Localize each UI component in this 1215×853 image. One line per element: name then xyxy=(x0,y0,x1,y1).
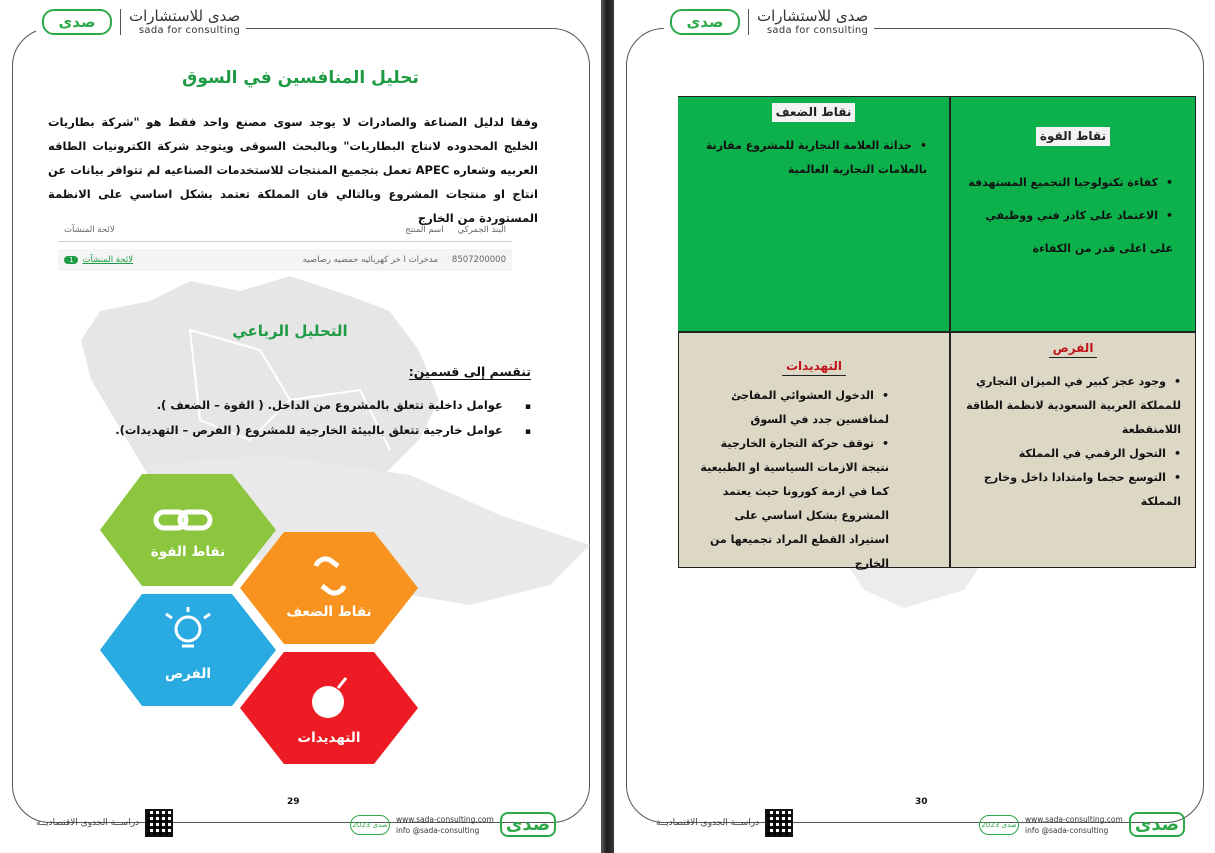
divides-heading: تنقسم إلى قسمين: xyxy=(408,364,531,379)
table-row xyxy=(58,249,512,271)
list-item: • الدخول العشوائي المفاجئ لمنافسين جدد في السوق xyxy=(699,384,889,432)
facilities-count-badge: 1 xyxy=(64,256,78,264)
opportunities-label: الفرص xyxy=(165,666,211,682)
col-list: لائحة المنشآت xyxy=(64,224,115,235)
factors-list xyxy=(61,398,531,448)
col-code: البند الجمركي xyxy=(457,224,506,235)
list-item: • توقف حركة التجارة الخارجية نتيجة الازمات السياسية او الطبيعية كما في ازمة كورونا حيث يعتمد المشروع بشكل اساسي على استيراد القطع المراد تجميعها من الخارج xyxy=(699,432,889,576)
sada-logo: صدى xyxy=(670,9,740,35)
brand-arabic: صدى للاستشارات xyxy=(757,7,869,25)
weakness-label: نقاط الضعف xyxy=(286,604,372,620)
strength-label: نقاط القوة xyxy=(150,544,226,560)
page-number: 30 xyxy=(915,797,928,807)
strengths-title: نقاط القوة xyxy=(1036,127,1110,146)
facilities-link[interactable] xyxy=(64,255,133,265)
threats-label: التهديدات xyxy=(297,730,361,746)
swot-title: التحليل الرباعي xyxy=(232,322,348,340)
footer-left xyxy=(656,809,793,837)
strengths-list xyxy=(951,146,1195,265)
swot-grid xyxy=(678,96,1196,568)
brand-separator xyxy=(748,9,749,35)
brand-separator xyxy=(120,9,121,35)
brand-english: sada for consulting xyxy=(766,24,869,36)
page-right xyxy=(614,0,1215,853)
qr-code xyxy=(765,809,793,837)
footer-logo: صدى xyxy=(1129,812,1185,837)
mini-logo: صدى 2023 xyxy=(979,815,1019,835)
contact-info xyxy=(396,814,494,836)
brand-english: sada for consulting xyxy=(138,24,241,36)
intro-paragraph: وفقا لدليل الصناعة والصادرات لا يوجد سوى مصنع واحد فقط هو "شركة بطاريات الخليج المحدوده لانتاج البطاريات" وبالبحث السوقى ويتوجد شركة الكترونيات الطاقه العربيه وشعاره APEC تعمل بتجميع المنتجات للاستخدمات الصناعيه لم تتوافر بيانات عن انتاج او منتجات المشروع وبالتالي فان المملكة تعتمد بشكل اساسي على الانظمة المستوردة من الخارج xyxy=(48,115,538,225)
footer-logo: صدى xyxy=(500,812,556,837)
footer-study-label: دراســة الجدوى الاقتصاديــة xyxy=(656,818,760,828)
products-table xyxy=(58,218,512,271)
strengths-cell xyxy=(950,96,1196,332)
brand-arabic: صدى للاستشارات xyxy=(129,7,241,25)
list-item: • كفاءة تكنولوجيا التجميع المستهدفة xyxy=(965,166,1173,199)
cell-code: 8507200000 xyxy=(451,255,506,265)
page-number: 29 xyxy=(287,797,300,807)
list-item: • حداثة العلامة التجارية للمشروع مقارنة بالعلامات التجارية العالمية xyxy=(692,134,927,182)
brand-header xyxy=(664,8,874,36)
book-spine xyxy=(601,0,614,853)
footer-study-label: دراســة الجدوى الاقتصاديــة xyxy=(36,818,140,828)
weaknesses-cell xyxy=(678,96,950,332)
brand-names xyxy=(129,8,240,36)
page-title: تحليل المنافسين في السوق xyxy=(182,68,419,88)
website[interactable]: www.sada-consulting.com xyxy=(396,814,494,824)
opportunities-list xyxy=(951,358,1195,514)
footer-right xyxy=(979,812,1185,837)
weaknesses-list xyxy=(678,122,949,182)
list-item: ▪ عوامل خارجية تتعلق بالبيئة الخارجية للمشروع ( الفرص – التهديدات). xyxy=(61,423,531,437)
list-item: • التوسع حجما وامتدادا داخل وخارج المملكة xyxy=(959,466,1181,514)
swot-hexagons xyxy=(100,474,420,774)
threats-list xyxy=(679,376,949,576)
email[interactable]: info @sada-consulting xyxy=(396,825,480,835)
brand-names xyxy=(757,8,868,36)
brand-header xyxy=(36,8,246,36)
table-header xyxy=(58,218,512,242)
list-item: ▪ عوامل داخلية تتعلق بالمشروع من الداخل. ( القوة – الضعف ). xyxy=(61,398,531,412)
threats-title: التهديدات xyxy=(782,357,846,376)
page-left xyxy=(0,0,601,853)
col-name: اسم المنتج xyxy=(405,224,444,235)
opportunities-title: الفرص xyxy=(1049,339,1098,358)
sada-logo: صدى xyxy=(42,9,112,35)
cell-name: مدخرات ا خر كهربائيه حمضيه رصاصيه xyxy=(302,255,438,265)
email[interactable]: info @sada-consulting xyxy=(1025,825,1109,835)
contact-info xyxy=(1025,814,1123,836)
opportunities-cell xyxy=(950,332,1196,568)
weaknesses-title: نقاط الضعف xyxy=(772,103,856,122)
list-item: • وجود عجز كبير في الميزان التجاري للمملكة العربية السعودية لانظمة الطاقة اللامنقطعة xyxy=(959,370,1181,442)
mini-logo: صدى 2023 xyxy=(350,815,390,835)
website[interactable]: www.sada-consulting.com xyxy=(1025,814,1123,824)
footer-right xyxy=(350,812,556,837)
list-item: • الاعتماد على كادر فني ووظيفي على اعلى قدر من الكفاءة xyxy=(965,199,1173,265)
weakness-hex xyxy=(240,532,418,644)
threats-cell xyxy=(678,332,950,568)
qr-code xyxy=(145,809,173,837)
list-item: • التحول الرقمي في المملكة xyxy=(959,442,1181,466)
footer-left xyxy=(36,809,173,837)
facilities-link-label: لائحة المنشآت xyxy=(82,255,134,265)
